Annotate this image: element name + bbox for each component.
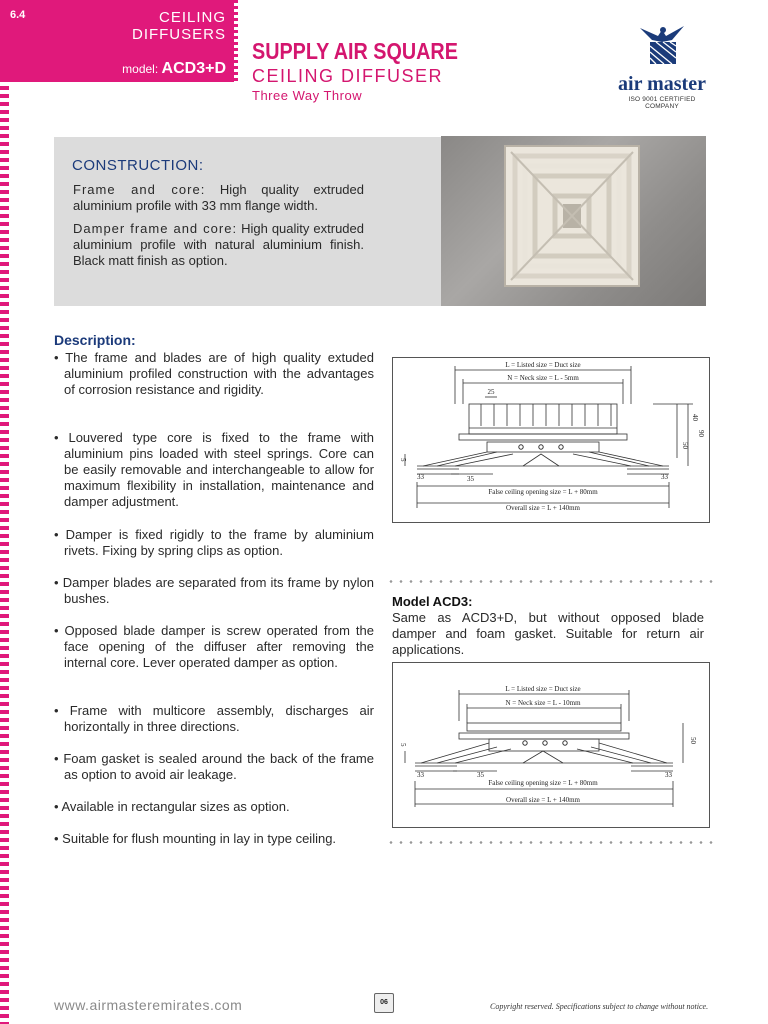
- diagram1-false-ceiling: False ceiling opening size = L + 80mm: [488, 488, 598, 496]
- description-bullet: • Opposed blade damper is screw operated from the face opening of the diffuser after removing the internal core. Lever operated damper as option.: [54, 623, 374, 670]
- logo-name: air master: [618, 73, 706, 95]
- header-dotted-edge: [234, 0, 238, 82]
- description-bullet: • Foam gasket is sealed around the back of the frame as option to avoid air leakage.: [54, 751, 374, 782]
- diagram2-dim-5: 5: [399, 743, 407, 747]
- damper-label: Damper frame and core:: [73, 221, 238, 236]
- section-number: 6.4: [10, 9, 26, 21]
- model-line: [122, 60, 226, 78]
- description-title: Description:: [54, 332, 136, 348]
- diagram2-dim-50: 50: [689, 737, 697, 744]
- diagram1-listed-label: L = Listed size = Duct size: [505, 361, 581, 369]
- diagram2-dim-35: 35: [477, 771, 484, 779]
- page-subtitle: CEILING DIFFUSER: [252, 66, 444, 86]
- dotted-divider: [386, 580, 714, 583]
- diagram1-dim-50: 50: [681, 442, 689, 449]
- diagram-acd3d: [392, 357, 710, 523]
- page-title: SUPPLY AIR SQUARE: [252, 38, 458, 64]
- diagram2-neck-label: N = Neck size = L - 10mm: [505, 699, 581, 707]
- construction-title: CONSTRUCTION:: [72, 157, 204, 174]
- diagram-acd3: [392, 662, 710, 828]
- description-bullet: • Damper blades are separated from its frame by nylon bushes.: [54, 575, 374, 606]
- construction-damper-paragraph: [73, 221, 364, 269]
- construction-frame-paragraph: [73, 182, 364, 214]
- diagram1-dim-40: 40: [691, 414, 699, 421]
- diagram1-dim-35: 35: [467, 475, 474, 483]
- diagram1-dim-33-right: 33: [661, 473, 668, 481]
- diagram1-dim-25: 25: [487, 388, 495, 396]
- diagram1-dim-90: 90: [697, 430, 705, 437]
- acd3-title: Model ACD3:: [392, 594, 473, 609]
- model-label: model:: [122, 62, 159, 76]
- diagram2-false-ceiling: False ceiling opening size = L + 80mm: [488, 779, 598, 787]
- footer-copyright: Copyright reserved. Specifications subject to change without notice.: [490, 1002, 709, 1011]
- page-number: 06: [374, 993, 394, 1013]
- frame-label: Frame and core:: [73, 182, 206, 197]
- left-decorative-stripe: [0, 86, 9, 1024]
- frame-text: High quality extruded aluminium profile with 33 mm flange width.: [73, 182, 364, 213]
- eagle-globe-icon: [632, 18, 692, 68]
- description-bullet: • Suitable for flush mounting in lay in type ceiling.: [54, 831, 337, 846]
- description-bullet: • Frame with multicore assembly, discharges air horizontally in three directions.: [54, 703, 374, 734]
- diffuser-product-photo: [441, 136, 706, 306]
- diagram1-overall: Overall size = L + 140mm: [506, 504, 580, 512]
- description-bullet: • The frame and blades are of high quality extuded aluminium profiled construction with the advantages of corrosion resistance and rigidity.: [54, 350, 374, 397]
- page-tagline: Three Way Throw: [252, 88, 363, 103]
- diagram2-overall: Overall size = L + 140mm: [506, 796, 580, 804]
- model-code: ACD3+D: [161, 60, 226, 77]
- damper-text: High quality extruded aluminium profile with natural aluminium finish. Black matt finish as option.: [73, 221, 364, 268]
- category-line-1: CEILING: [158, 9, 226, 26]
- diagram1-neck-label: N = Neck size = L - 5mm: [507, 374, 579, 382]
- diagram1-dim-5: 5: [399, 458, 407, 462]
- description-bullet: • Louvered type core is fixed to the frame with aluminium pins loaded with steel springs. Core can be easily removable and interchangeable to allow for maximum flexibility in installation, maintenance and damper adjustment.: [54, 430, 374, 509]
- description-bullet: • Available in rectangular sizes as option.: [54, 799, 290, 814]
- category-line-2: DIFFUSERS: [131, 26, 226, 43]
- diagram1-dim-33-left: 33: [417, 473, 424, 481]
- footer-website-link[interactable]: www.airmasteremirates.com: [54, 997, 243, 1013]
- dotted-divider: [386, 841, 714, 844]
- company-logo: [612, 18, 712, 110]
- diagram2-listed-label: L = Listed size = Duct size: [505, 685, 581, 693]
- diagram2-dim-33-left: 33: [417, 771, 424, 779]
- diagram2-dim-33-right: 33: [665, 771, 672, 779]
- description-bullet: • Damper is fixed rigidly to the frame by aluminium rivets. Fixing by spring clips as option.: [54, 527, 374, 558]
- logo-certification: ISO 9001 CERTIFIED COMPANY: [628, 96, 696, 110]
- acd3-description: Same as ACD3+D, but without opposed blade damper and foam gasket. Suitable for return air applications.: [392, 610, 704, 657]
